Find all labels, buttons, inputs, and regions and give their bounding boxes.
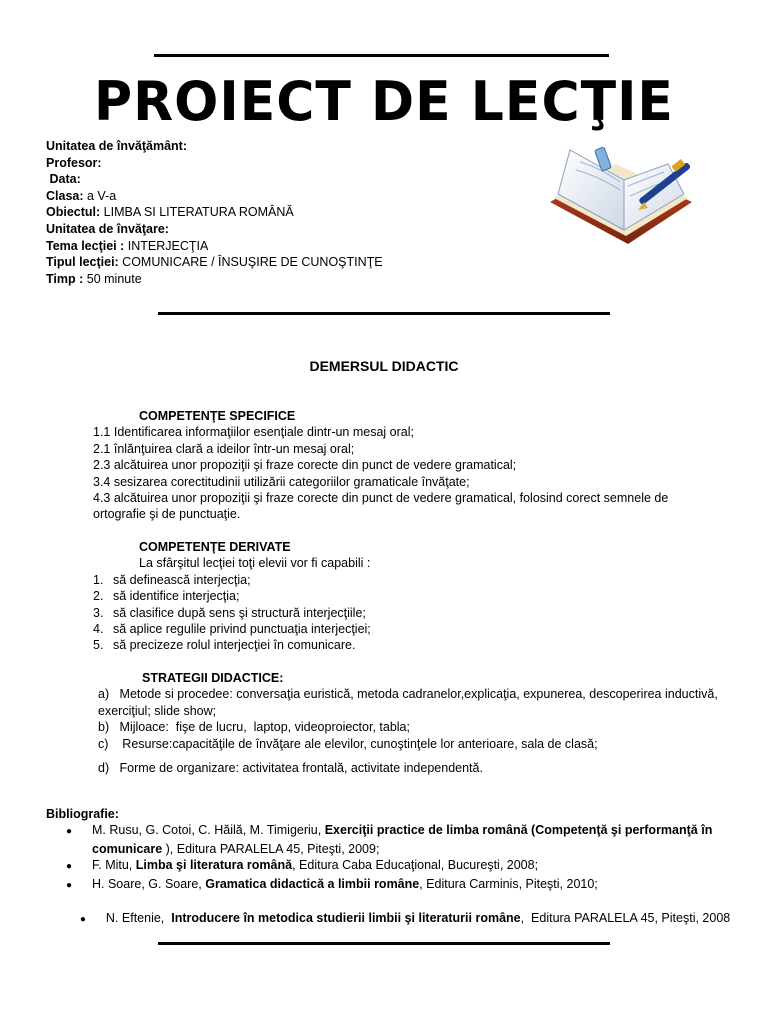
derived-item: 5. să precizeze rolul interjecţiei în comunicare. xyxy=(93,638,356,653)
specific-item: 1.1 Identificarea informaţiilor esenţiale dintr-un mesaj oral; xyxy=(93,425,414,440)
derived-item: 4. să aplice regulile privind punctuaţia interjecţiei; xyxy=(93,622,371,637)
bullet-icon: ● xyxy=(66,879,73,891)
bibliography xyxy=(46,806,746,945)
header-line-9: Timp : 50 minute xyxy=(46,271,142,286)
open-book-pen-icon xyxy=(540,140,700,260)
derived-competences xyxy=(93,539,733,654)
specific-item: 3.4 sesizarea corectitudinii utilizării categoriilor gramaticale învăţate; xyxy=(93,474,470,489)
specific-heading: COMPETENŢE SPECIFICE xyxy=(139,409,296,423)
specific-item: ortografie şi de punctuaţie. xyxy=(93,507,241,522)
bibliography-item: ● H. Soare, G. Soare, Gramatica didactică a limbii române, Editura Carminis, Piteşti, 2010; xyxy=(46,876,746,894)
derived-item: 1. să definească interjecţia; xyxy=(93,572,251,587)
header-line-3: Data: xyxy=(46,172,81,187)
strategy-c: c) Resurse:capacităţile de învăţare ale elevilor, cunoştinţele lor anterioare, sala de clasă; xyxy=(98,736,598,751)
strategies-heading: STRATEGII DIDACTICE: xyxy=(142,671,284,685)
section-title: DEMERSUL DIDACTIC xyxy=(309,358,459,374)
derived-item: 2. să identifice interjecţia; xyxy=(93,589,240,604)
bibliography-item: ● N. Eftenie, Introducere în metodica studierii limbii şi literaturii române, Editura PARALELA 45, Piteşti, 2008 xyxy=(46,894,746,945)
header-line-4: Clasa: a V-a xyxy=(46,188,117,203)
bullet-icon: ● xyxy=(79,914,86,926)
header-rule xyxy=(158,312,610,315)
header-line-6: Unitatea de învăţare: xyxy=(46,221,169,236)
specific-competences xyxy=(93,408,733,523)
bibliography-item-cont: comunicare ), Editura PARALELA 45, Piteşti, 2009; xyxy=(92,841,380,856)
strategy-a-cont: exerciţiul; slide show; xyxy=(98,703,217,718)
strategy-a: a) Metode si procedee: conversaţia euristică, metoda cadranelor,explicaţia, expunerea, descoperirea inductivă, xyxy=(98,687,718,702)
derived-intro: La sfârşitul lecţiei toţi elevii vor fi capabili : xyxy=(139,556,371,571)
specific-item: 2.3 alcătuirea unor propoziţii şi fraze corecte din punct de vedere gramatical; xyxy=(93,458,517,473)
bibliography-item: ● M. Rusu, G. Cotoi, C. Hăilă, M. Timigeriu, Exerciţii practice de limba română (Competenţă şi performanţă în xyxy=(46,822,746,840)
bibliography-item: ● F. Mitu, Limba şi literatura română, Editura Caba Educaţional, Bucureşti, 2008; xyxy=(46,857,746,875)
bullet-icon: ● xyxy=(66,861,73,873)
header-line-1: Unitatea de învăţământ: xyxy=(46,139,188,153)
header-line-7: Tema lecţiei : INTERJECŢIA xyxy=(46,238,209,253)
top-rule xyxy=(154,54,609,57)
specific-item: 2.1 înlănţuirea clară a ideilor într-un mesaj oral; xyxy=(93,441,355,456)
strategies xyxy=(98,670,758,776)
header-line-8: Tipul lecţiei: COMUNICARE / ÎNSUŞIRE DE CUNOŞTINŢE xyxy=(46,255,383,270)
header-line-5: Obiectul: LIMBA SI LITERATURA ROMÂNĂ xyxy=(46,205,294,220)
header-line-2: Profesor: xyxy=(46,155,102,170)
bullet-icon: ● xyxy=(66,826,73,838)
derived-item: 3. să clasifice după sens şi structură interjecţiile; xyxy=(93,605,366,620)
derived-heading: COMPETENŢE DERIVATE xyxy=(139,540,291,554)
bibliography-heading: Bibliografie: xyxy=(46,807,119,821)
strategy-d: d) Forme de organizare: activitatea frontală, activitate independentă. xyxy=(98,761,483,776)
specific-item: 4.3 alcătuirea unor propoziţii şi fraze corecte din punct de vedere gramatical, folosind corect semnele de xyxy=(93,491,669,506)
header-info xyxy=(46,138,383,287)
strategy-b: b) Mijloace: fişe de lucru, laptop, videoproiector, tabla; xyxy=(98,720,410,735)
page-title: PROIECT DE LECŢIE xyxy=(94,70,674,134)
bottom-rule xyxy=(158,942,610,945)
